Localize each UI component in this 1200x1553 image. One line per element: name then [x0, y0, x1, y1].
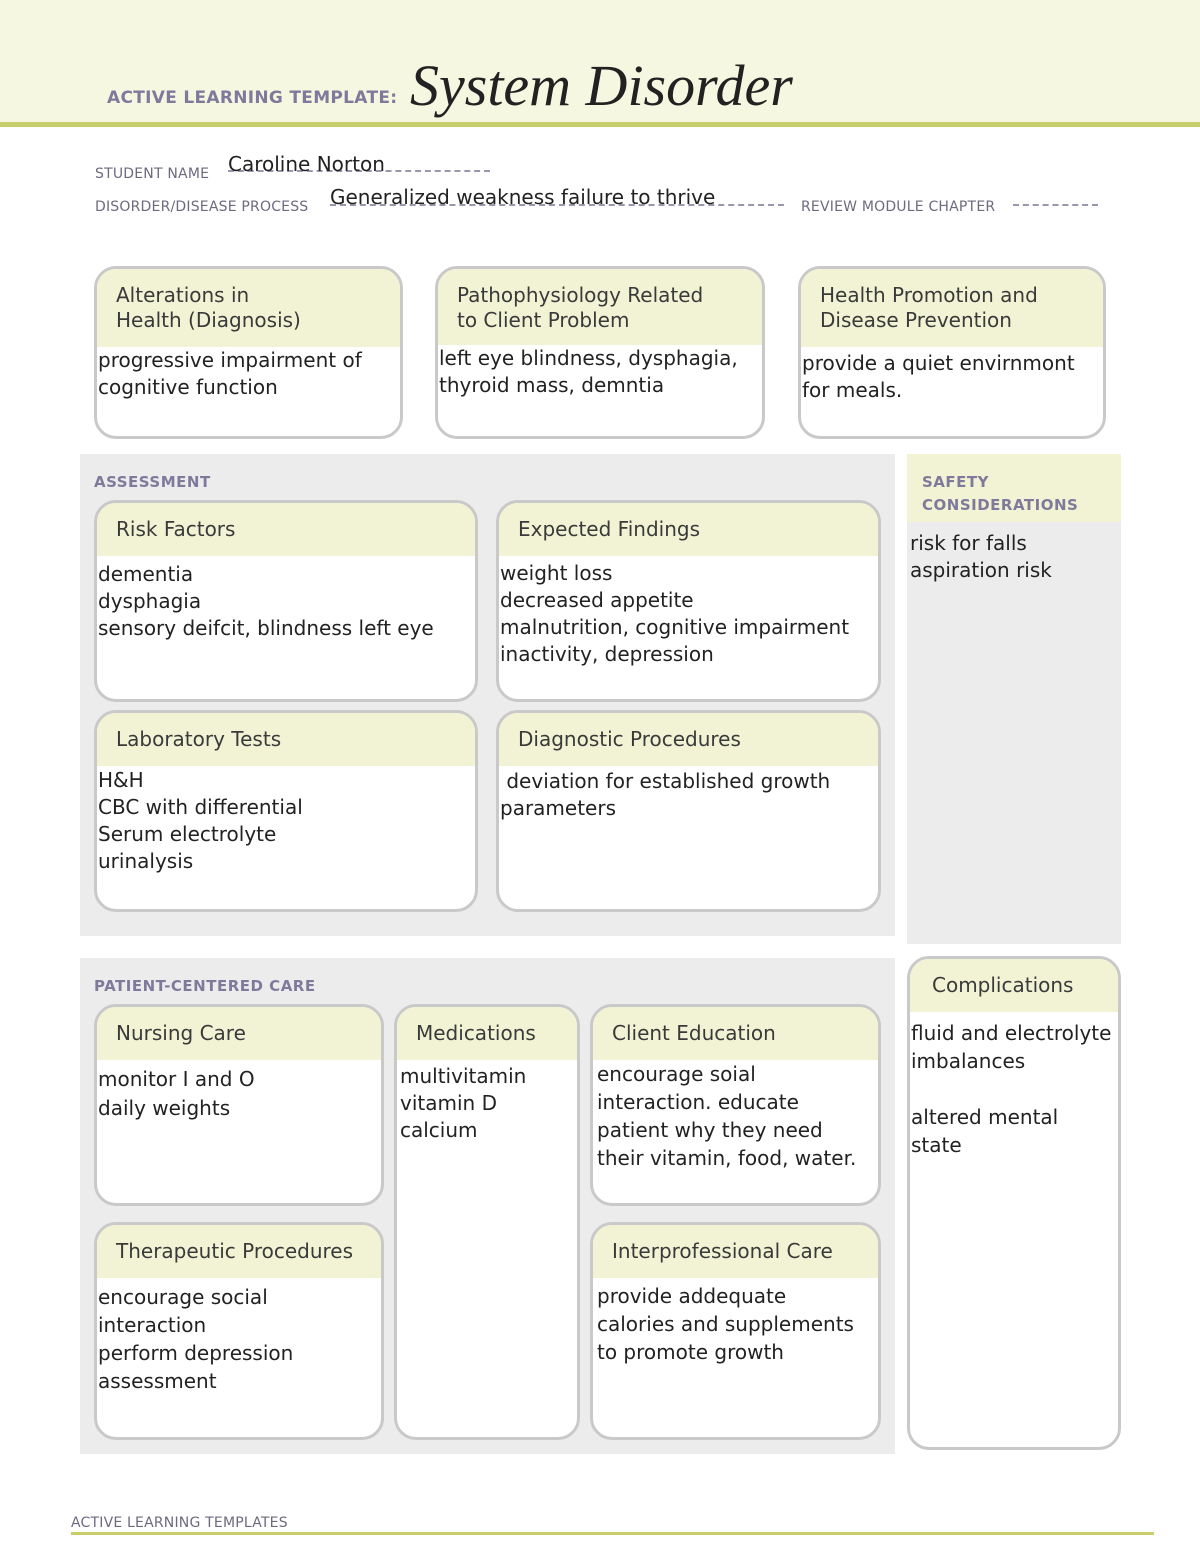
risk-factors-box — [94, 500, 478, 702]
template-label: ACTIVE LEARNING TEMPLATE: — [107, 88, 398, 108]
pathophysiology-box — [435, 266, 765, 439]
diagnostic-procedures-title: Diagnostic Procedures — [499, 713, 878, 766]
alterations-content[interactable]: progressive impairment of cognitive function — [98, 348, 362, 399]
footer-rule — [71, 1532, 1154, 1535]
student-name-label: STUDENT NAME — [95, 166, 210, 182]
laboratory-tests-content[interactable]: H&H CBC with differential Serum electrolyte urinalysis — [98, 768, 303, 873]
therapeutic-procedures-title: Therapeutic Procedures — [97, 1225, 381, 1278]
health-promotion-title: Health Promotion and Disease Prevention — [801, 269, 1103, 347]
template-title: System Disorder — [410, 53, 793, 118]
safety-title: SAFETY CONSIDERATIONS — [922, 473, 1079, 514]
client-education-title: Client Education — [593, 1007, 878, 1060]
expected-findings-box — [496, 500, 881, 702]
student-name-field[interactable]: Caroline Norton — [228, 152, 385, 176]
pathophysiology-content[interactable]: left eye blindness, dysphagia, thyroid mass, demntia — [439, 346, 738, 397]
diagnostic-procedures-content[interactable]: deviation for established growth parameters — [500, 769, 831, 820]
nursing-care-box — [94, 1004, 384, 1206]
header-rule — [0, 122, 1200, 127]
health-promotion-box — [798, 266, 1106, 439]
complications-box — [907, 956, 1121, 1450]
safety-content[interactable]: risk for falls aspiration risk — [910, 531, 1052, 582]
nursing-care-title: Nursing Care — [97, 1007, 381, 1060]
alterations-title: Alterations in Health (Diagnosis) — [97, 269, 400, 347]
assessment-title: ASSESSMENT — [94, 473, 211, 491]
disorder-field[interactable]: Generalized weakness failure to thrive — [330, 185, 716, 209]
nursing-care-content[interactable]: monitor I and O daily weights — [98, 1067, 255, 1120]
footer-label: ACTIVE LEARNING TEMPLATES — [71, 1515, 288, 1531]
pathophysiology-title: Pathophysiology Related to Client Problem — [438, 269, 762, 345]
interprofessional-care-title: Interprofessional Care — [593, 1225, 878, 1278]
alterations-box — [94, 266, 403, 439]
medications-content[interactable]: multivitamin vitamin D calcium — [400, 1064, 527, 1142]
therapeutic-procedures-box — [94, 1222, 384, 1440]
complications-content[interactable]: fluid and electrolyte imbalances altered mental state — [911, 1021, 1112, 1157]
health-promotion-content[interactable]: provide a quiet envirnmont for meals. — [802, 351, 1075, 402]
review-module-line — [1013, 204, 1098, 206]
interprofessional-care-box — [590, 1222, 881, 1440]
risk-factors-title: Risk Factors — [97, 503, 475, 556]
safety-panel — [907, 454, 1121, 944]
medications-title: Medications — [397, 1007, 577, 1060]
laboratory-tests-title: Laboratory Tests — [97, 713, 475, 766]
interprofessional-care-content[interactable]: provide addequate calories and supplements to promote growth — [597, 1284, 854, 1364]
complications-title: Complications — [910, 959, 1118, 1012]
medications-box — [394, 1004, 580, 1440]
laboratory-tests-box — [94, 710, 478, 912]
expected-findings-title: Expected Findings — [499, 503, 878, 556]
client-education-box — [590, 1004, 881, 1206]
patient-centered-care-title: PATIENT-CENTERED CARE — [94, 977, 316, 995]
client-education-content[interactable]: encourage soial interaction. educate patient why they need their vitamin, food, water. — [597, 1062, 857, 1170]
diagnostic-procedures-box — [496, 710, 881, 912]
review-module-label: REVIEW MODULE CHAPTER — [801, 199, 996, 215]
expected-findings-content[interactable]: weight loss decreased appetite malnutrition, cognitive impairment inactivity, depression — [500, 561, 850, 666]
disorder-label: DISORDER/DISEASE PROCESS — [95, 199, 309, 215]
therapeutic-procedures-content[interactable]: encourage social interaction perform depression assessment — [98, 1285, 294, 1393]
risk-factors-content[interactable]: dementia dysphagia sensory deifcit, blindness left eye — [98, 562, 434, 640]
